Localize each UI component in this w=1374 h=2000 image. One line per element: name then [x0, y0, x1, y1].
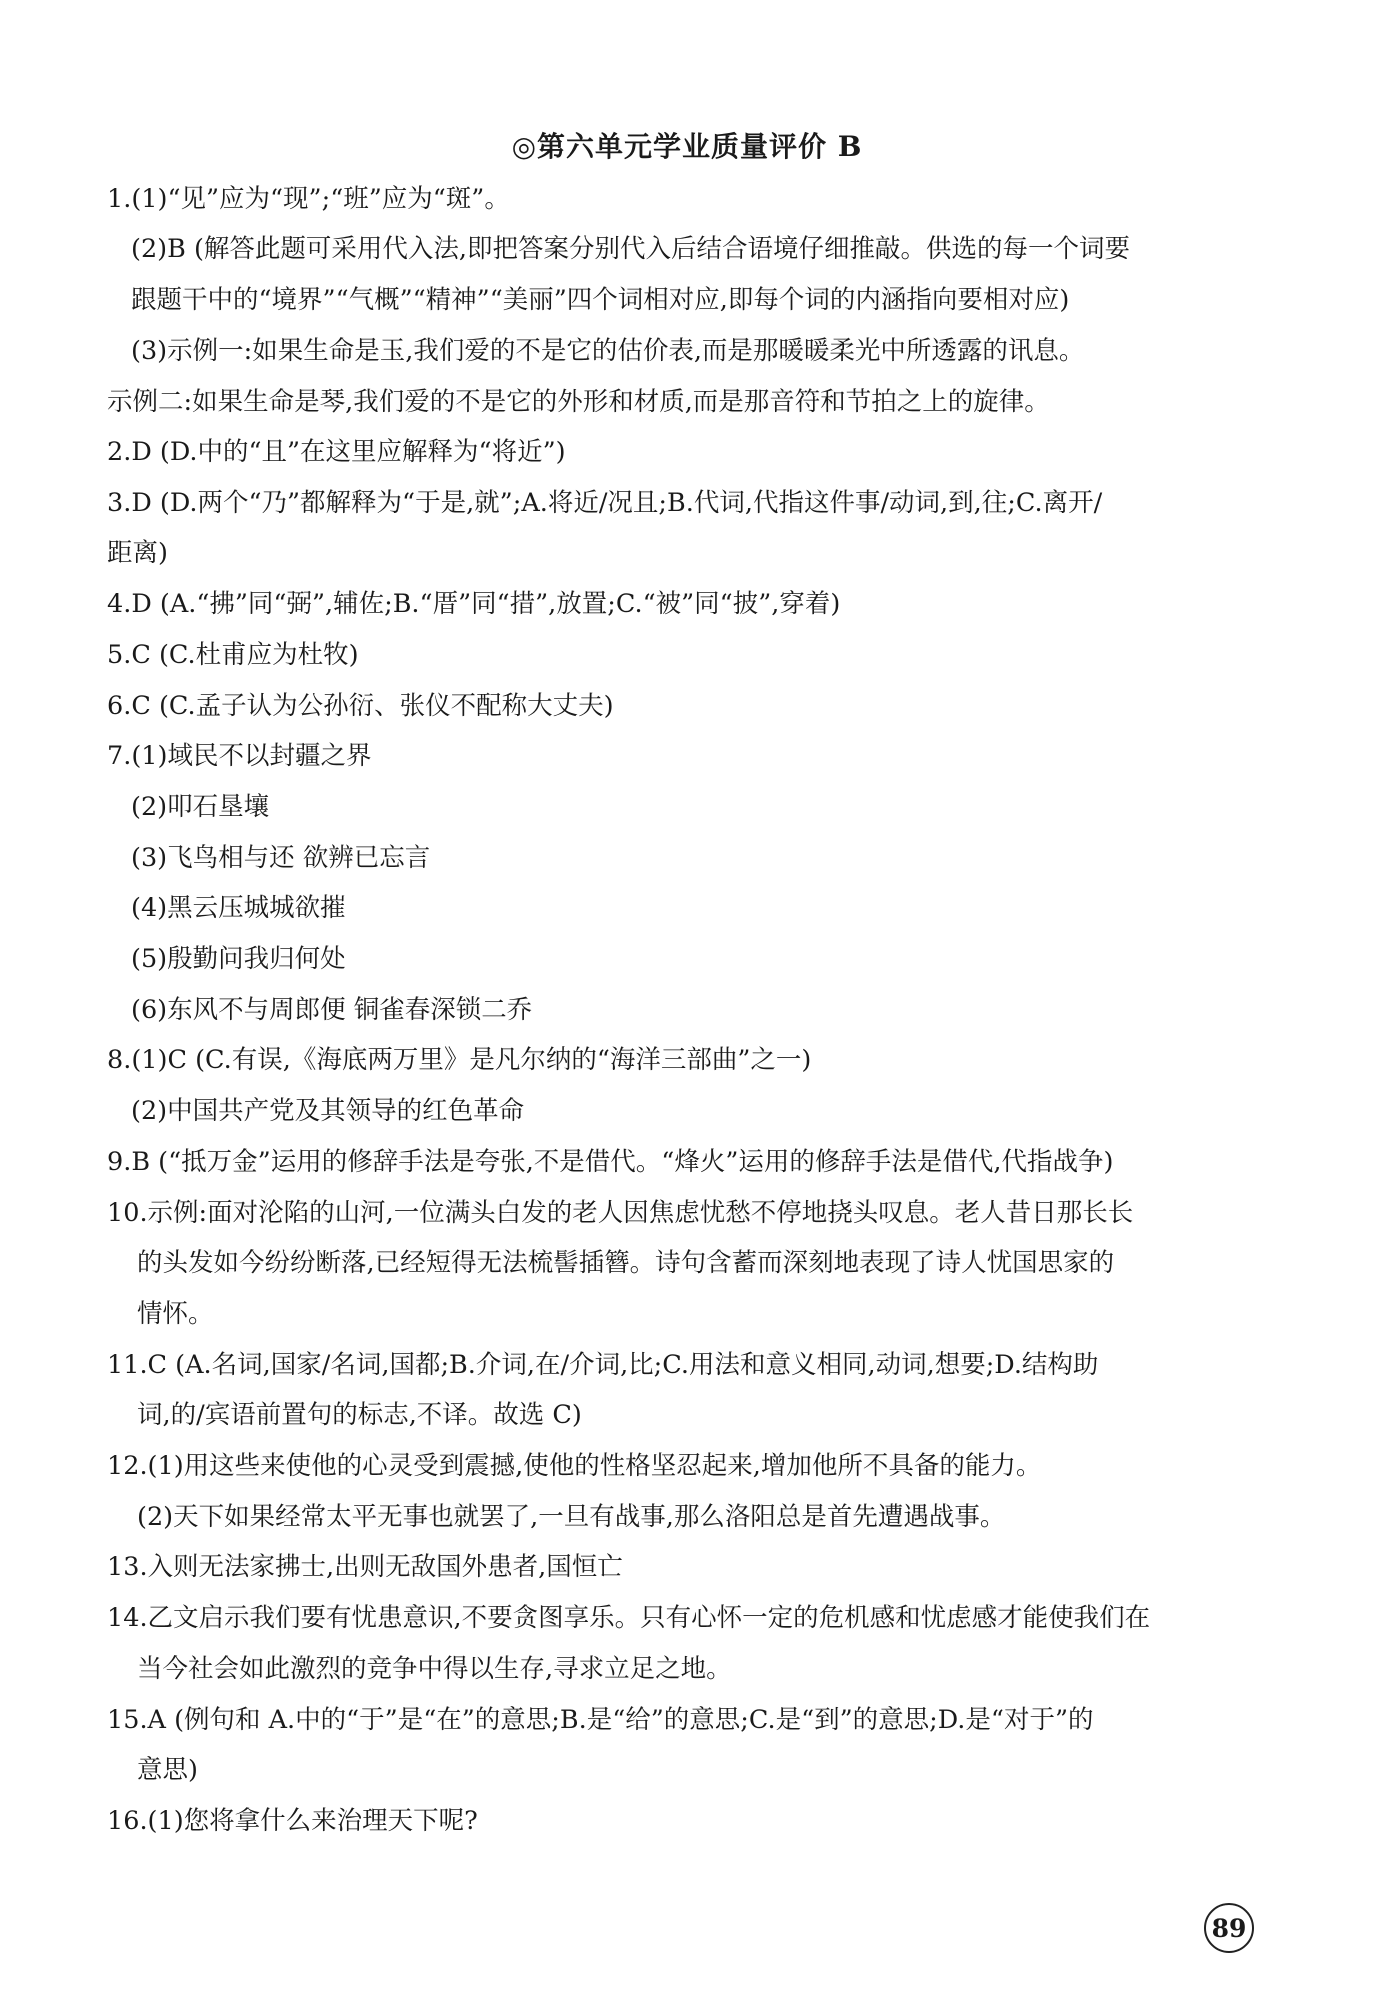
- answer-line: 情怀。: [137, 1299, 214, 1329]
- answer-line: 跟题干中的“境界”“气概”“精神”“美丽”四个词相对应,即每个词的内涵指向要相对应): [131, 285, 1070, 315]
- answer-line: 示例二:如果生命是琴,我们爱的不是它的外形和材质,而是那音符和节拍之上的旋律。: [107, 387, 1050, 417]
- answer-line: 3.D (D.两个“乃”都解释为“于是,就”;A.将近/况且;B.代词,代指这件事/动词,到,往;C.离开/: [107, 488, 1103, 518]
- answer-line: 16.(1)您将拿什么来治理天下呢?: [107, 1806, 478, 1836]
- answer-line: 9.B (“抵万金”运用的修辞手法是夸张,不是借代。“烽火”运用的修辞手法是借代,代指战争): [107, 1147, 1114, 1177]
- answer-line: 词,的/宾语前置句的标志,不译。故选 C): [137, 1400, 582, 1430]
- answer-line: 15.A (例句和 A.中的“于”是“在”的意思;B.是“给”的意思;C.是“到”的意思;D.是“对于”的: [107, 1705, 1094, 1735]
- answer-line: (6)东风不与周郎便 铜雀春深锁二乔: [131, 995, 533, 1025]
- answer-line: 6.C (C.孟子认为公孙衍、张仪不配称大丈夫): [107, 691, 614, 721]
- answer-line: 的头发如今纷纷断落,已经短得无法梳髻插簪。诗句含蓄而深刻地表现了诗人忧国思家的: [137, 1248, 1115, 1278]
- answer-line: 4.D (A.“拂”同“弼”,辅佐;B.“厝”同“措”,放置;C.“被”同“披”,穿着): [107, 589, 841, 619]
- answer-line: (2)叩石垦壤: [131, 792, 270, 822]
- answer-line: (2)中国共产党及其领导的红色革命: [131, 1096, 525, 1126]
- answer-line: 14.乙文启示我们要有忧患意识,不要贪图享乐。只有心怀一定的危机感和忧虑感才能使我们在: [107, 1603, 1151, 1633]
- page-title: ◎第六单元学业质量评价 B: [511, 130, 863, 163]
- answer-line: 7.(1)域民不以封疆之界: [107, 741, 372, 771]
- answer-line: (3)示例一:如果生命是玉,我们爱的不是它的估价表,而是那暖暖柔光中所透露的讯息。: [131, 336, 1085, 366]
- answer-line: 11.C (A.名词,国家/名词,国都;B.介词,在/介词,比;C.用法和意义相同,动词,想要;D.结构助: [107, 1350, 1099, 1380]
- answer-line: 5.C (C.杜甫应为杜牧): [107, 640, 359, 670]
- answer-line: (2)B (解答此题可采用代入法,即把答案分别代入后结合语境仔细推敲。供选的每一个词要: [131, 234, 1131, 264]
- answer-line: 2.D (D.中的“且”在这里应解释为“将近”): [107, 437, 566, 467]
- answer-line: (2)天下如果经常太平无事也就罢了,一旦有战事,那么洛阳总是首先遭遇战事。: [137, 1502, 1006, 1532]
- answer-line: 12.(1)用这些来使他的心灵受到震撼,使他的性格坚忍起来,增加他所不具备的能力。: [107, 1451, 1042, 1481]
- answer-line: (5)殷勤问我归何处: [131, 944, 346, 974]
- answer-line: 1.(1)“见”应为“现”;“班”应为“斑”。: [107, 184, 510, 214]
- answer-line: (3)飞鸟相与还 欲辨已忘言: [131, 843, 431, 873]
- answer-line: (4)黑云压城城欲摧: [131, 893, 346, 923]
- answer-line: 距离): [107, 538, 168, 568]
- answer-line: 10.示例:面对沦陷的山河,一位满头白发的老人因焦虑忧愁不停地挠头叹息。老人昔日那长长: [107, 1198, 1134, 1228]
- answer-line: 意思): [137, 1755, 198, 1785]
- answer-line: 13.入则无法家拂士,出则无敌国外患者,国恒亡: [107, 1552, 623, 1582]
- answer-line: 8.(1)C (C.有误,《海底两万里》是凡尔纳的“海洋三部曲”之一): [107, 1045, 812, 1075]
- answer-line: 当今社会如此激烈的竞争中得以生存,寻求立足之地。: [137, 1654, 732, 1684]
- page-number: 89: [1204, 1903, 1254, 1953]
